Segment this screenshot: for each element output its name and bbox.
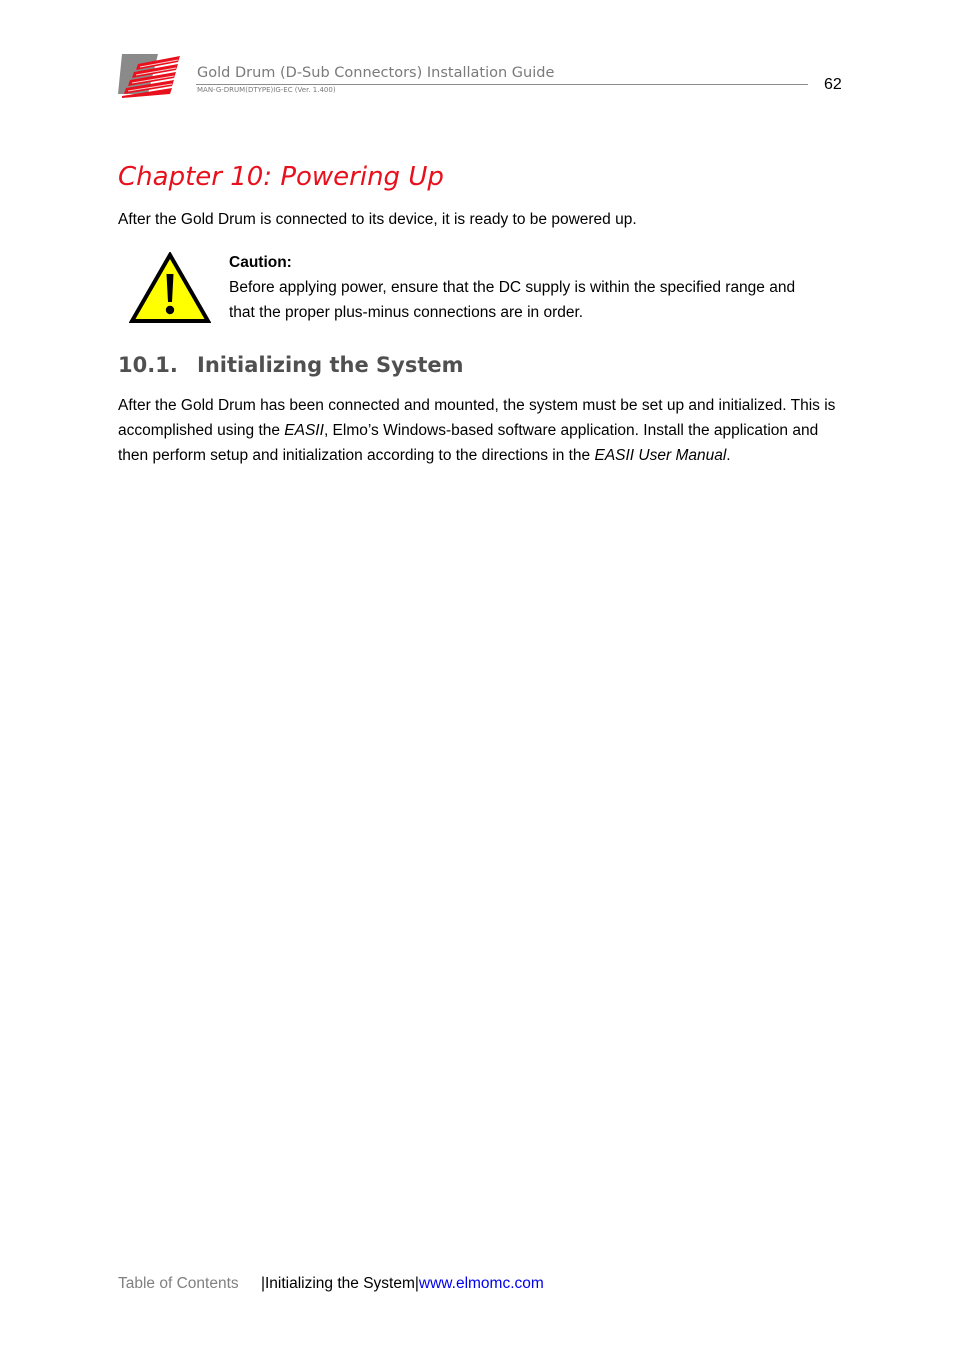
section-body — [118, 393, 838, 468]
caution-note — [229, 250, 819, 325]
chapter-title: Chapter 10: Powering Up — [118, 162, 444, 192]
warning-triangle-icon — [129, 252, 211, 324]
caution-label: Caution: — [229, 254, 292, 271]
elmo-logo-icon — [118, 54, 180, 98]
header-divider — [196, 84, 808, 85]
body-text-2: , Elmo’s Windows-based software application. Install the application and then perform setup and initialization according to the directions in the — [118, 422, 819, 464]
section-number: 10.1. — [118, 353, 178, 377]
footer-breadcrumb — [261, 1275, 419, 1292]
caution-text: Before applying power, ensure that the DC supply is within the specified range and that the proper plus-minus connections are in order. — [229, 279, 796, 321]
footer-separator-left: | — [260, 1275, 265, 1292]
page-number: 62 — [824, 76, 842, 93]
easii-emphasis: EASII — [284, 422, 324, 439]
chapter-intro: After the Gold Drum is connected to its device, it is ready to be powered up. — [118, 211, 637, 228]
body-text-3: . — [726, 447, 731, 464]
footer-separator-right: | — [414, 1275, 419, 1292]
manual-emphasis: EASII User Manual — [594, 447, 727, 464]
section-title: Initializing the System — [197, 353, 464, 377]
footer-website-link[interactable]: www.elmomc.com — [418, 1275, 544, 1292]
footer-section-name: Initializing the System — [264, 1275, 415, 1292]
document-title: Gold Drum (D-Sub Connectors) Installation Guide — [197, 65, 555, 81]
document-code: MAN-G-DRUM(DTYPE)IG-EC (Ver. 1.400) — [197, 86, 336, 94]
page-footer — [118, 1275, 544, 1293]
section-heading — [118, 353, 464, 377]
body-text-1: After the Gold Drum has been connected and mounted, the system must be set up and initialized. This is accomplished using the — [118, 397, 836, 439]
footer-toc-label[interactable]: Table of Contents — [118, 1275, 239, 1292]
